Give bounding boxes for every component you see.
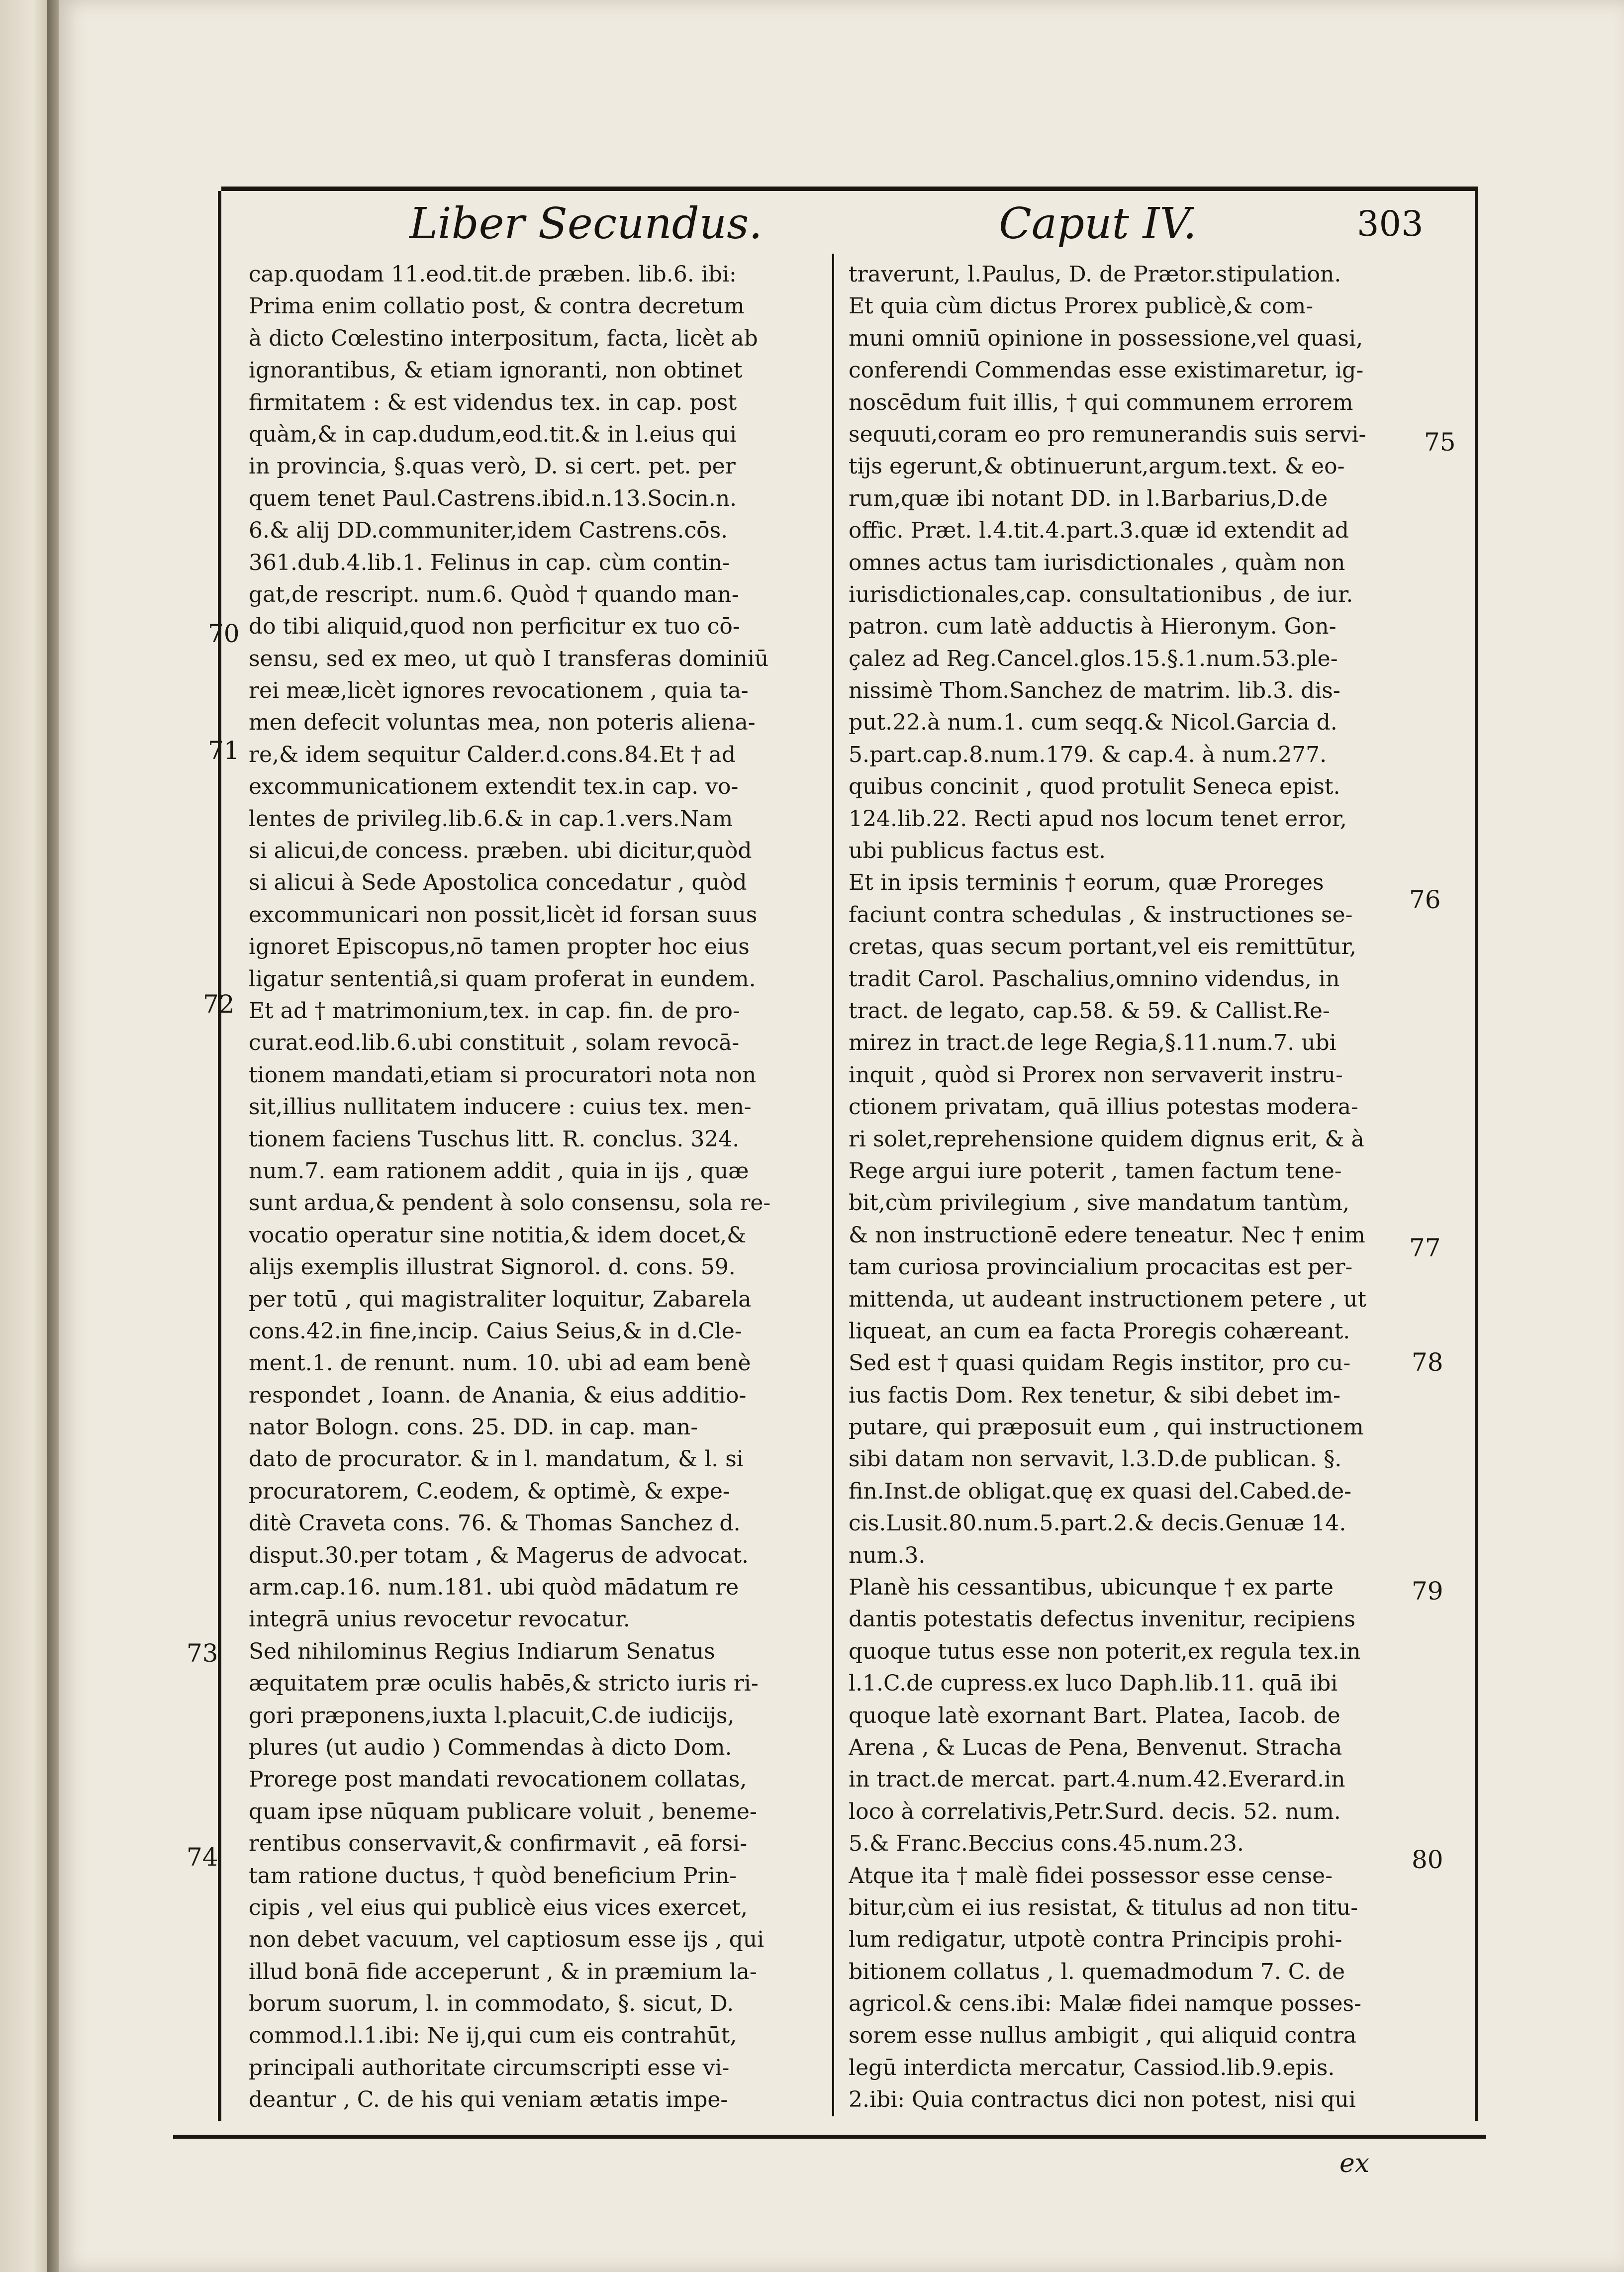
text-line: num.3. [849, 1542, 926, 1568]
text-line: principali authoritate circumscripti esse vi- [249, 2055, 730, 2081]
text-line: commod.l.1.ibi: Ne ij,qui cum eis contrahūt, [249, 2023, 737, 2049]
running-title: Liber Secundus. [409, 199, 763, 249]
chapter-heading: Caput IV. [999, 199, 1197, 249]
text-line: lum redigatur, utpotè contra Principis prohi- [849, 1927, 1342, 1953]
text-line: Sed nihilominus Regius Indiarum Senatus [249, 1638, 715, 1664]
text-line: sorem esse nullus ambigit , qui aliquid contra [849, 2023, 1356, 2049]
right-text-column [849, 259, 1468, 2116]
margin-number: 70 [208, 619, 240, 648]
text-line: gat,de rescript. num.6. Quòd † quando man- [249, 581, 739, 607]
text-line: sibi datam non servavit, l.3.D.de publican. §. [849, 1446, 1342, 1472]
right-frame-rule [1475, 191, 1478, 2121]
text-line: omnes actus tam iurisdictionales , quàm non [849, 550, 1345, 575]
text-line: traverunt, l.Paulus, D. de Prætor.stipulation. [849, 262, 1341, 287]
text-line: rentibus conservavit,& confirmavit , eā forsi- [249, 1831, 748, 1857]
header-rule [221, 187, 1478, 191]
text-line: tionem faciens Tuschus litt. R. conclus. 324. [249, 1126, 740, 1152]
text-line: quoque latè exornant Bart. Platea, Iacob. de [849, 1703, 1340, 1728]
text-line: cons.42.in fine,incip. Caius Seius,& in d.Cle- [249, 1318, 742, 1344]
text-line: mirez in tract.de lege Regia,§.11.num.7. ubi [849, 1030, 1337, 1056]
text-line: rei meæ,licèt ignores revocationem , quia ta- [249, 678, 749, 704]
text-line: put.22.à num.1. cum seqq.& Nicol.Garcia d. [849, 710, 1337, 736]
text-line: ignoret Episcopus,nō tamen propter hoc eius [249, 934, 750, 960]
text-line: non debet vacuum, vel captiosum esse ijs , qui [249, 1927, 764, 1953]
text-line: gori præponens,iuxta l.placuit,C.de iudicijs, [249, 1703, 735, 1728]
text-line: in tract.de mercat. part.4.num.42.Everard.in [849, 1767, 1345, 1793]
text-line: 5.part.cap.8.num.179. & cap.4. à num.277. [849, 742, 1327, 767]
text-line: fin.Inst.de obligat.quę ex quasi del.Cabed.de- [849, 1478, 1352, 1504]
left-frame-rule [218, 191, 221, 2121]
text-line: excommunicationem extendit tex.in cap. vo- [249, 774, 739, 800]
text-line: 2.ibi: Quia contractus dici non potest, nisi qui [849, 2087, 1356, 2113]
text-line: Atque ita † malè fidei possessor esse cense- [849, 1863, 1333, 1889]
text-line: ment.1. de renunt. num. 10. ubi ad eam benè [249, 1350, 751, 1376]
text-line: integrā unius revocetur revocatur. [249, 1607, 630, 1632]
text-line: bit,cùm privilegium , sive mandatum tantùm, [849, 1190, 1350, 1216]
text-line: & non instructionē edere teneatur. Nec † enim [849, 1222, 1365, 1248]
text-line: loco à correlativis,Petr.Surd. decis. 52. num. [849, 1799, 1341, 1824]
page-number: 303 [1357, 203, 1424, 244]
text-line: Prima enim collatio post, & contra decretum [249, 293, 745, 319]
text-line: 124.lib.22. Recti apud nos locum tenet error, [849, 806, 1347, 832]
text-line: sit,illius nullitatem inducere : cuius tex. men- [249, 1094, 752, 1120]
text-line: bitur,cùm ei ius resistat, & titulus ad non titu- [849, 1894, 1358, 1920]
text-line: plures (ut audio ) Commendas à dicto Dom. [249, 1734, 732, 1760]
text-line: agricol.& cens.ibi: Malæ fidei namque posses- [849, 1991, 1361, 2017]
text-line: faciunt contra schedulas , & instructiones se- [849, 902, 1353, 928]
text-line: curat.eod.lib.6.ubi constituit , solam revocā- [249, 1030, 740, 1056]
catchword: ex [1339, 2149, 1370, 2178]
text-line: legū interdicta mercatur, Cassiod.lib.9.epis. [849, 2055, 1335, 2081]
footer-rule [173, 2135, 1486, 2139]
text-line: quibus concinit , quod protulit Seneca epist. [849, 774, 1340, 800]
text-line: quam ipse nūquam publicare voluit , beneme- [249, 1799, 757, 1824]
text-line: in provincia, §.quas verò, D. si cert. pet. per [249, 454, 736, 479]
text-line: ri solet,reprehensione quidem dignus erit, & à [849, 1126, 1364, 1152]
left-text-column [249, 259, 821, 2116]
text-line: nator Bologn. cons. 25. DD. in cap. man- [249, 1415, 698, 1440]
text-line: Et in ipsis terminis † eorum, quæ Proreges [849, 870, 1324, 896]
text-line: disput.30.per totam , & Magerus de advocat. [249, 1542, 749, 1568]
book-page [59, 0, 1624, 2272]
text-line: cipis , vel eius qui publicè eius vices exercet, [249, 1894, 748, 1920]
text-line: excommunicari non possit,licèt id forsan suus [249, 902, 758, 928]
margin-number: 72 [203, 990, 235, 1019]
text-line: Prorege post mandati revocationem collatas, [249, 1767, 747, 1793]
text-line: çalez ad Reg.Cancel.glos.15.§.1.num.53.ple- [849, 646, 1338, 671]
text-line: dantis potestatis defectus invenitur, recipiens [849, 1607, 1355, 1632]
text-line: tract. de legato, cap.58. & 59. & Callist.Re- [849, 998, 1330, 1024]
margin-number: 80 [1412, 1845, 1443, 1874]
text-line: iurisdictionales,cap. consultationibus , de iur. [849, 581, 1353, 607]
text-line: conferendi Commendas esse existimaretur, ig- [849, 358, 1364, 383]
text-line: procuratorem, C.eodem, & optimè, & expe- [249, 1478, 730, 1504]
text-line: Planè his cessantibus, ubicunque † ex parte [849, 1575, 1334, 1601]
text-line: si alicui à Sede Apostolica concedatur , quòd [249, 870, 747, 896]
text-line: arm.cap.16. num.181. ubi quòd mādatum re [249, 1575, 739, 1601]
text-line: dato de procurator. & in l. mandatum, & l. si [249, 1446, 744, 1472]
text-line: tradit Carol. Paschalius,omnino videndus, in [849, 966, 1340, 992]
text-line: muni omniū opinione in possessione,vel quasi, [849, 325, 1363, 351]
text-line: per totū , qui magistraliter loquitur, Zabarela [249, 1286, 752, 1312]
text-line: lentes de privileg.lib.6.& in cap.1.vers.Nam [249, 806, 733, 832]
text-line: tijs egerunt,& obtinuerunt,argum.text. & eo- [849, 454, 1345, 479]
text-line: ligatur sententiâ,si quam proferat in eundem. [249, 966, 756, 992]
text-line: alijs exemplis illustrat Signorol. d. cons. 59. [249, 1254, 736, 1280]
margin-number: 73 [187, 1639, 218, 1668]
text-line: do tibi aliquid,quod non perficitur ex tuo cō- [249, 614, 740, 640]
text-line: ditè Craveta cons. 76. & Thomas Sanchez d. [249, 1511, 741, 1536]
text-line: Rege argui iure poterit , tamen factum tene- [849, 1158, 1342, 1184]
margin-number: 75 [1424, 428, 1456, 457]
text-line: offic. Præt. l.4.tit.4.part.3.quæ id extendit ad [849, 518, 1349, 544]
text-line: sequuti,coram eo pro remunerandis suis servi- [849, 421, 1366, 447]
text-line: re,& idem sequitur Calder.d.cons.84.Et † ad [249, 742, 736, 767]
text-line: inquit , quòd si Prorex non servaverit instru- [849, 1062, 1343, 1088]
text-line: Sed est † quasi quidam Regis institor, pro cu- [849, 1350, 1351, 1376]
text-line: cretas, quas secum portant,vel eis remittūtur, [849, 934, 1356, 960]
margin-number: 76 [1409, 885, 1441, 914]
text-line: ius factis Dom. Rex tenetur, & sibi debet im- [849, 1382, 1340, 1408]
text-line: cap.quodam 11.eod.tit.de præben. lib.6. ibi: [249, 262, 737, 287]
text-line: tam ratione ductus, † quòd beneficium Prin- [249, 1863, 737, 1889]
text-line: rum,quæ ibi notant DD. in l.Barbarius,D.de [849, 485, 1328, 511]
text-line: tionem mandati,etiam si procuratori nota non [249, 1062, 757, 1088]
text-line: vocatio operatur sine notitia,& idem docet,& [249, 1222, 747, 1248]
margin-number: 78 [1412, 1348, 1443, 1377]
text-line: sunt ardua,& pendent à solo consensu, sola re- [249, 1190, 771, 1216]
text-line: quàm,& in cap.dudum,eod.tit.& in l.eius qui [249, 421, 737, 447]
text-line: 6.& alij DD.communiter,idem Castrens.cōs. [249, 518, 728, 544]
text-line: mittenda, ut audeant instructionem petere , ut [849, 1286, 1366, 1312]
text-line: num.7. eam rationem addit , quia in ijs , quæ [249, 1158, 749, 1184]
text-line: respondet , Ioann. de Anania, & eius additio- [249, 1382, 747, 1408]
margin-number: 77 [1409, 1233, 1441, 1262]
text-line: l.1.C.de cupress.ex luco Daph.lib.11. quā ibi [849, 1671, 1338, 1697]
text-line: noscēdum fuit illis, † qui communem errorem [849, 389, 1353, 415]
text-line: liqueat, an cum ea facta Proregis cohæreant. [849, 1318, 1350, 1344]
facing-page-edge [0, 0, 47, 2272]
text-line: à dicto Cœlestino interpositum, facta, licèt ab [249, 325, 758, 351]
text-line: firmitatem : & est videndus tex. in cap. post [249, 389, 737, 415]
text-line: nissimè Thom.Sanchez de matrim. lib.3. dis- [849, 678, 1340, 704]
margin-number: 71 [208, 736, 240, 765]
text-line: 361.dub.4.lib.1. Felinus in cap. cùm contin- [249, 550, 730, 575]
text-line: putare, qui præposuit eum , qui instructionem [849, 1415, 1364, 1440]
text-line: sensu, sed ex meo, ut quò I transferas dominiū [249, 646, 769, 671]
text-line: quem tenet Paul.Castrens.ibid.n.13.Socin.n. [249, 485, 737, 511]
text-line: si alicui,de concess. præben. ubi dicitur,quòd [249, 838, 752, 864]
text-line: men defecit voluntas mea, non poteris aliena- [249, 710, 756, 736]
text-line: 5.& Franc.Beccius cons.45.num.23. [849, 1831, 1244, 1857]
text-line: illud bonā fide acceperunt , & in præmium la- [249, 1959, 757, 1985]
margin-number: 79 [1412, 1577, 1443, 1606]
text-line: quoque tutus esse non poterit,ex regula tex.in [849, 1638, 1361, 1664]
text-line: patron. cum latè adductis à Hieronym. Gon- [849, 614, 1337, 640]
text-line: cis.Lusit.80.num.5.part.2.& decis.Genuæ 14. [849, 1511, 1346, 1536]
text-line: ignorantibus, & etiam ignoranti, non obtinet [249, 358, 743, 383]
text-line: æquitatem præ oculis habēs,& stricto iuris ri- [249, 1671, 759, 1697]
text-line: ctionem privatam, quā illius potestas modera- [849, 1094, 1358, 1120]
column-divider-rule [832, 254, 834, 2116]
text-line: bitionem collatus , l. quemadmodum 7. C. de [849, 1959, 1345, 1985]
text-line: deantur , C. de his qui veniam ætatis impe- [249, 2087, 728, 2113]
margin-number: 74 [187, 1843, 218, 1872]
text-line: Arena , & Lucas de Pena, Benvenut. Stracha [849, 1734, 1342, 1760]
text-line: Et quia cùm dictus Prorex publicè,& com- [849, 293, 1314, 319]
text-line: borum suorum, l. in commodato, §. sicut, D. [249, 1991, 734, 2017]
text-line: ubi publicus factus est. [849, 838, 1106, 864]
text-line: Et ad † matrimonium,tex. in cap. fin. de pro- [249, 998, 740, 1024]
text-line: tam curiosa provincialium procacitas est per- [849, 1254, 1353, 1280]
